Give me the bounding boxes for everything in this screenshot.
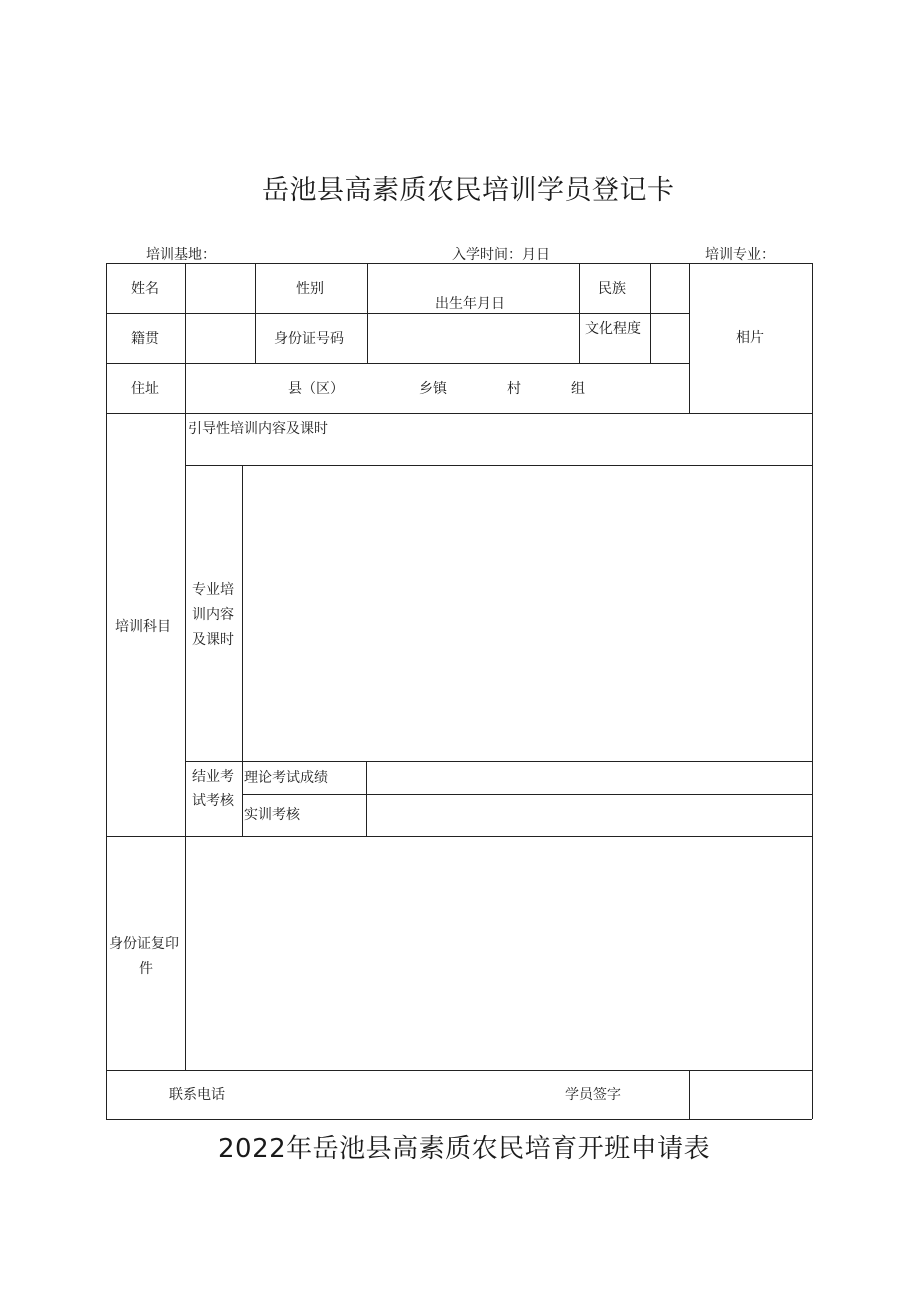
professional-training-label-1: 专业培 [192,582,234,598]
completion-exam-label-2: 试考核 [192,793,234,809]
guided-training-label: 引导性培训内容及课时 [188,421,328,437]
theory-exam-field[interactable] [367,762,811,793]
practical-assessment-label: 实训考核 [244,807,300,823]
col-divider [255,263,256,363]
county-label: 县（区） [288,381,344,397]
phone-label: 联系电话 [169,1087,225,1103]
enrollment-time-label: 入学时间：月日 [452,247,550,263]
origin-field[interactable] [186,314,254,362]
id-copy-label-2: 件 [139,961,153,977]
professional-training-label-3: 及课时 [192,632,234,648]
ethnicity-field[interactable] [651,264,688,312]
practical-assessment-field[interactable] [367,795,811,835]
professional-training-label-2: 训内容 [192,607,234,623]
training-base-label: 培训基地： [146,247,216,263]
completion-exam-label-1: 结业考 [192,769,234,785]
table-border-right [812,263,813,1119]
name-label: 姓名 [131,281,159,297]
origin-label: 籍贯 [131,331,159,347]
student-signature-label: 学员签字 [565,1087,621,1103]
id-copy-area[interactable] [186,837,811,1069]
group-label: 组 [571,381,585,397]
photo-box [690,264,811,412]
education-label: 文化程度 [585,321,641,337]
table-border-bottom [106,1119,812,1120]
row-divider [106,363,689,364]
training-subjects-label: 培训科目 [115,619,171,635]
professional-training-field[interactable] [243,466,811,760]
photo-label: 相片 [736,330,764,346]
ethnicity-label: 民族 [598,281,626,297]
name-field[interactable] [186,264,254,312]
id-number-label: 身份证号码 [274,331,344,347]
township-label: 乡镇 [419,381,447,397]
table-border-left [106,263,107,1119]
education-field[interactable] [651,314,688,362]
village-label: 村 [507,381,521,397]
gender-label: 性别 [296,281,324,297]
theory-exam-label: 理论考试成绩 [244,770,328,786]
row-divider [106,413,812,414]
birth-date-label: 出生年月日 [435,296,505,312]
id-copy-label-1: 身份证复印 [109,936,179,952]
footer-title: 2022年岳池县高素质农民培育开班申请表 [218,1134,711,1164]
training-major-label: 培训专业： [705,247,775,263]
signature-field[interactable] [690,1071,811,1118]
col-divider [579,263,580,363]
address-label: 住址 [131,381,159,397]
id-number-field[interactable] [368,314,578,362]
form-title: 岳池县高素质农民培训学员登记卡 [262,175,675,206]
